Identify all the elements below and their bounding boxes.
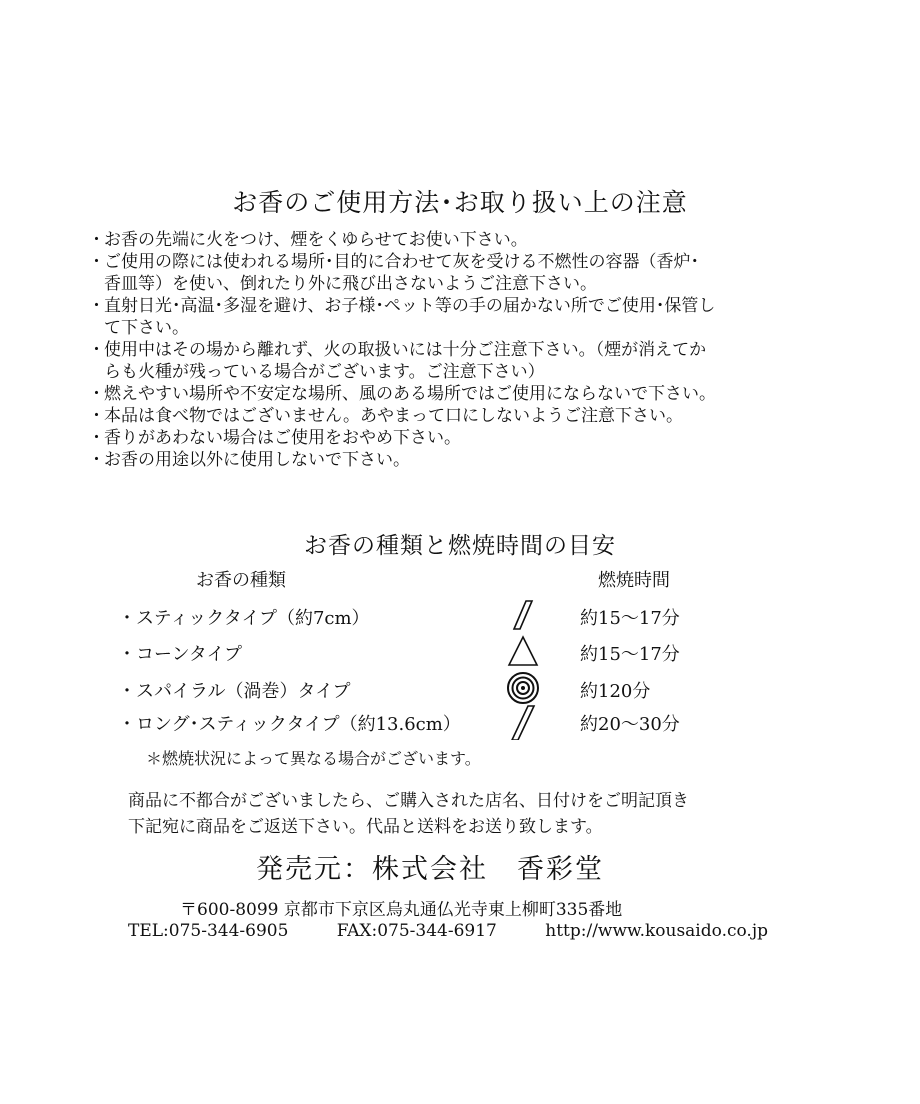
- note-item: [88, 229, 828, 251]
- fax-number: FAX:075-344-6917: [336, 921, 497, 941]
- usage-title: お香のご使用方法･お取り扱い上の注意: [232, 188, 688, 217]
- incense-type-name: ・スティックタイプ（約7cm）: [118, 608, 370, 629]
- bullet: ・: [88, 252, 105, 272]
- bullet: ・: [88, 406, 105, 426]
- bullet: ・: [88, 230, 105, 250]
- note-text: て下さい。: [104, 318, 189, 338]
- note-item: [88, 405, 828, 427]
- note-item: [88, 295, 828, 317]
- contact-line: [128, 921, 768, 941]
- note-text: 使用中はその場から離れず、火の取扱いには十分ご注意下さい。（煙が消えてか: [104, 340, 707, 360]
- note-item-continued: [88, 317, 828, 339]
- seller-name: 発売元：株式会社 香彩堂: [256, 854, 604, 885]
- note-text: 香りがあわない場合はご使用をおやめ下さい。: [104, 428, 461, 448]
- incense-type-name: ・コーンタイプ: [118, 644, 243, 665]
- returns-notice: [128, 788, 689, 840]
- usage-notes: [88, 229, 828, 471]
- note-text: ご使用の際には使われる場所･目的に合わせて灰を受ける不燃性の容器（香炉･: [104, 252, 699, 272]
- burn-footnote: ＊燃焼状況によって異なる場合がございます。: [146, 749, 481, 768]
- note-item: [88, 449, 828, 471]
- note-text: お香の先端に火をつけ、煙をくゆらせてお使い下さい。: [104, 230, 528, 250]
- note-item-continued: [88, 361, 828, 383]
- company-address: 〒600-8099 京都市下京区烏丸通仏光寺東上柳町335番地: [180, 900, 623, 920]
- incense-type-name: ・ロング･スティックタイプ（約13.6cm）: [118, 714, 461, 735]
- note-text: お香の用途以外に使用しないで下さい。: [104, 450, 410, 470]
- phone-number: TEL:075-344-6905: [128, 921, 289, 941]
- column-header-time: 燃焼時間: [598, 570, 670, 591]
- note-item: [88, 383, 828, 405]
- note-text: 本品は食べ物ではございません。あやまって口にしないようご注意下さい。: [104, 406, 684, 426]
- burn-time: 約15〜17分: [580, 608, 680, 629]
- note-item: [88, 427, 828, 449]
- note-text: 燃えやすい場所や不安定な場所、風のある場所ではご使用にならないで下さい。: [104, 384, 716, 404]
- website-url: http://www.kousaido.co.jp: [545, 921, 768, 941]
- returns-line: 商品に不都合がございましたら、ご購入された店名、日付けをご明記頂き: [128, 791, 689, 811]
- bullet: ・: [88, 340, 105, 360]
- note-item: [88, 339, 828, 361]
- incense-type-name: ・スパイラル（渦巻）タイプ: [118, 681, 351, 702]
- cone-icon: [503, 634, 543, 668]
- bullet: ・: [88, 384, 105, 404]
- bullet: ・: [88, 428, 105, 448]
- burn-time: 約120分: [580, 681, 651, 702]
- note-text: らも火種が残っている場合がございます。ご注意下さい）: [104, 362, 545, 382]
- note-item: [88, 251, 828, 273]
- burn-title: お香の種類と燃焼時間の目安: [304, 533, 616, 559]
- spiral-icon: [503, 671, 543, 705]
- long-stick-icon: [503, 702, 543, 740]
- burn-time: 約15〜17分: [580, 644, 680, 665]
- note-item-continued: [88, 273, 828, 295]
- column-header-type: お香の種類: [196, 570, 286, 591]
- bullet: ・: [88, 450, 105, 470]
- note-text: 香皿等）を使い、倒れたり外に飛び出さないようご注意下さい。: [104, 274, 597, 294]
- bullet: ・: [88, 296, 105, 316]
- stick-icon: [503, 598, 543, 632]
- returns-line: 下記宛に商品をご返送下さい。代品と送料をお送り致します。: [128, 817, 603, 837]
- note-text: 直射日光･高温･多湿を避け、お子様･ペット等の手の届かない所でご使用･保管し: [104, 296, 716, 316]
- burn-time: 約20〜30分: [580, 714, 680, 735]
